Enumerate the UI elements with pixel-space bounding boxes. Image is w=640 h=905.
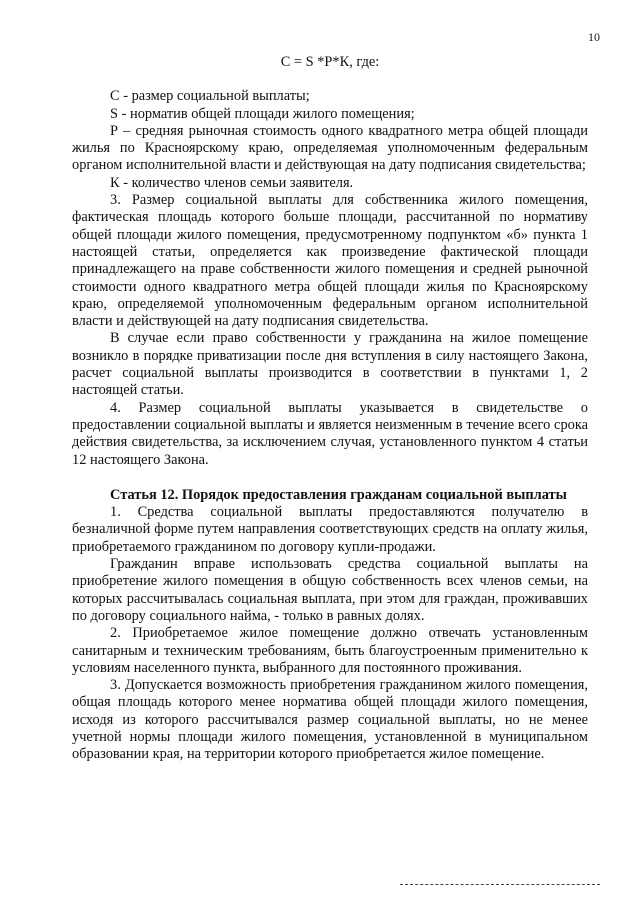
paragraph: К - количество членов семьи заявителя. — [110, 174, 354, 191]
paragraph: S - норматив общей площади жилого помещения; — [110, 105, 415, 122]
page-number: 10 — [588, 30, 600, 44]
formula: С = S *Р*К, где: — [280, 54, 380, 70]
paragraph: 3. Размер социальной выплаты для собственника жилого помещения, фактическая площадь которого больше площади, рассчитанной по нормативу общей площади жилого помещения, предусмотренному подпунктом «б» пункта 1 настоящей статьи, определяется как произведение фактической площади принадлежащего на праве собственности жилого помещения и средней рыночной стоимости одного квадратного метра общей площади жилья по Красноярскому краю, определяемой уполномоченным федеральным органом исполнительной власти и действующей на дату подписания свидетельства. — [72, 192, 588, 330]
paragraph: 4. Размер социальной выплаты указывается в свидетельстве о предоставлении социальной выплаты и является неизменным в течение всего срока действия свидетельства, за исключением случая, установленного пунктом 4 статьи 12 настоящего Закона. — [72, 399, 588, 468]
footer-divider — [400, 884, 600, 885]
paragraph: 3. Допускается возможность приобретения гражданином жилого помещения, общая площадь которого менее норматива общей площади жилого помещения, исходя из которого рассчитывался размер социальной выплаты, но не менее учетной нормы площади жилого помещения, установленной в муниципальном образовании края, на территории которого приобретается жилое помещение. — [72, 677, 588, 763]
document-body — [72, 54, 588, 764]
paragraph: Р – средняя рыночная стоимость одного квадратного метра общей площади жилья по Красноярскому краю, определяемая уполномоченным федеральным органом исполнительной власти и действующая на дату подписания свидетельства; — [72, 122, 588, 174]
paragraph: 2. Приобретаемое жилое помещение должно отвечать установленным санитарным и техническим требованиям, быть благоустроенным применительно к условиям населенного пункта, выбранного для постоянного проживания. — [72, 625, 588, 676]
paragraph: С - размер социальной выплаты; — [110, 88, 310, 105]
paragraph: Гражданин вправе использовать средства социальной выплаты на приобретение жилого помещения в общую собственность всех членов семьи, на которых рассчитывалась социальная выплата, при этом для граждан, проживавших по договору социального найма, - только в равных долях. — [72, 556, 588, 624]
article-heading: Статья 12. Порядок предоставления гражданам социальной выплаты — [110, 486, 567, 503]
paragraph: 1. Средства социальной выплаты предоставляются получателю в безналичной форме путем направления соответствующих средств на оплату жилья, приобретаемого гражданином по договору купли-продажи. — [72, 504, 588, 555]
paragraph: В случае если право собственности у гражданина на жилое помещение возникло в порядке приватизации после дня вступления в силу настоящего Закона, расчет социальной выплаты производится в соответствии в пунктами 1, 2 настоящей статьи. — [72, 330, 588, 399]
